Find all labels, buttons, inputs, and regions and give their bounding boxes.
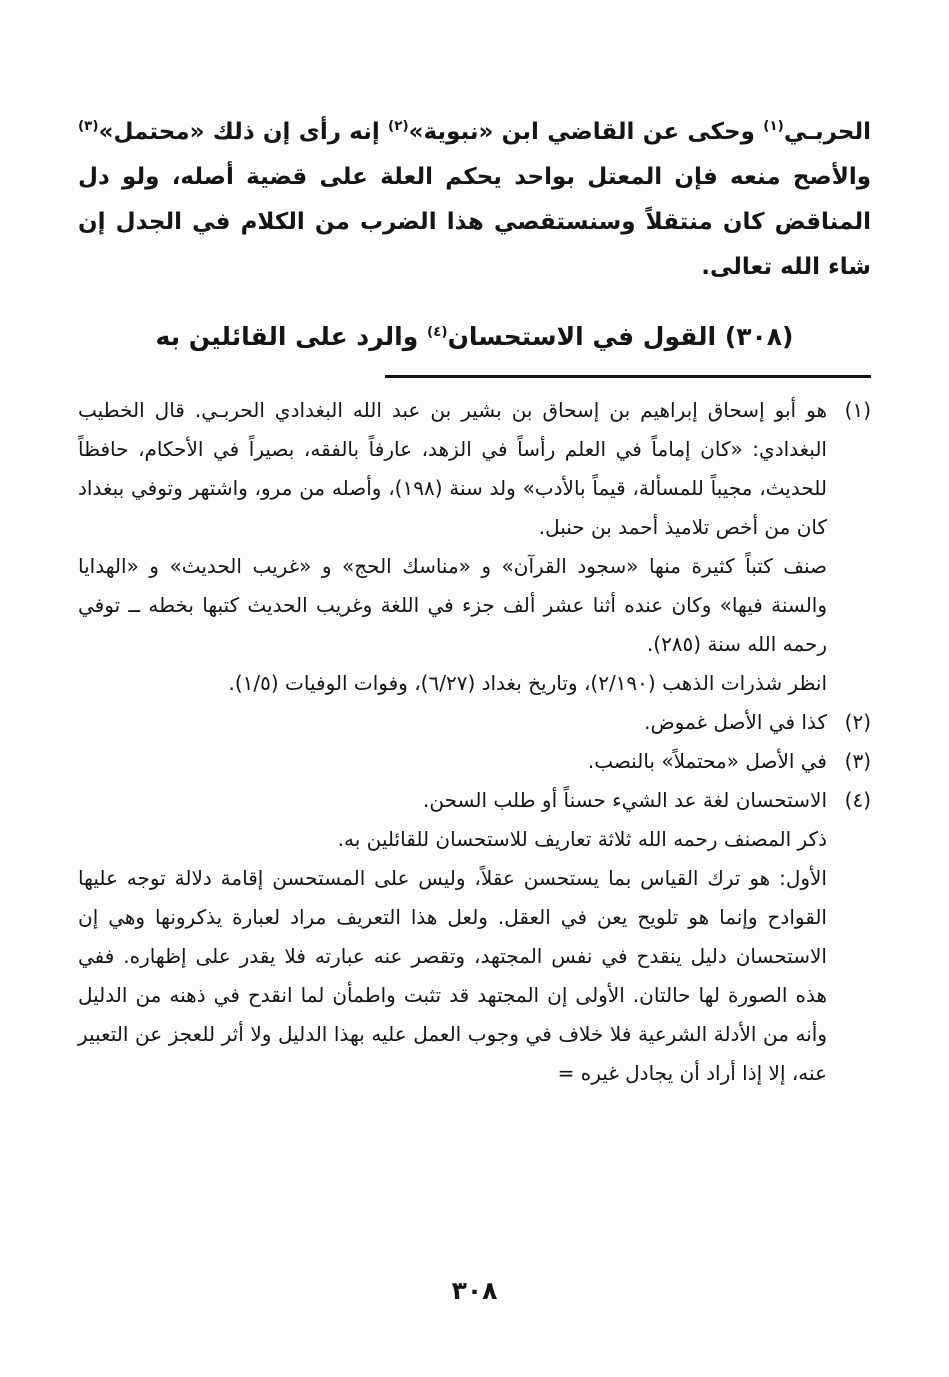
footnote-ref-3: (٣) xyxy=(78,118,99,134)
footnote-3 xyxy=(78,742,871,781)
footnote-1 xyxy=(78,391,871,703)
footnote-separator-rule xyxy=(385,375,871,378)
body-text: والأصح منعه فإن المعتل بواحد يحكم العلة على قضية أصله، ولو دل المناقض كان منتقلاً وسنستقصي هذا الضرب من الكلام في الجدل إن شاء الله تعالى. xyxy=(78,164,871,280)
footnote-4-number: (٤) xyxy=(844,788,871,812)
page-number: ٣٠٨ xyxy=(451,1276,498,1305)
heading-text: والرد على القائلين به xyxy=(155,322,427,351)
body-text: الحربـي xyxy=(783,119,871,145)
footnote-4-para-2: ذكر المصنف رحمه الله ثلاثة تعاريف للاستحسان للقائلين به. xyxy=(337,827,827,851)
body-paragraph xyxy=(78,104,871,290)
footnote-1-para-1: هو أبو إسحاق إبراهيم بن إسحاق بن بشير بن عبد الله البغدادي الحربـي. قال الخطيب البغدادي: «كان إماماً في العلم رأساً في الزهد، عارفاً بالفقه، بصيراً في الأحكام، حافظاً للحديث، مجيباً للمسألة، قيماً بالأدب» ولد سنة (١٩٨)، وأصله من مرو، واشتهر وتوفي ببغداد كان من أخص تلاميذ أحمد بن حنبل. xyxy=(78,398,827,539)
footnote-2 xyxy=(78,703,871,742)
footnote-3-number: (٣) xyxy=(844,749,871,773)
footnote-1-number: (١) xyxy=(844,398,871,422)
footnote-ref-2: (٢) xyxy=(388,118,409,134)
footnote-ref-1: (١) xyxy=(763,118,784,134)
body-text: إنه رأى إن ذلك «محتمل» xyxy=(98,119,389,145)
section-heading xyxy=(78,310,871,359)
footnote-4-para-3: الأول: هو ترك القياس بما يستحسن عقلاً، وليس على المستحسن إقامة دلالة توجه عليها القوادح وإنما هو تلويح يعن في العقل. ولعل هذا التعريف مراد لعبارة يذكرونها وهي إن الاستحسان دليل ينقدح في نفس المجتهد، وتقصر عنه عبارته فلا يقدر على إظهاره. ففي هذه الصورة لها حالتان. الأولى إن المجتهد قد تثبت واطمأن لما انقدح في ذهنه من الدليل وأنه من الأدلة الشرعية فلا خلاف في وجوب العمل عليه بهذا الدليل ولا أثر للعجز عن التعبير عنه، إلا إذا أراد أن يجادل غيره = xyxy=(78,866,827,1085)
footnote-4-para-1: الاستحسان لغة عد الشيء حسناً أو طلب السحن. xyxy=(423,788,827,812)
footnote-1-para-2: صنف كتباً كثيرة منها «سجود القرآن» و «مناسك الحج» و «غريب الحديث» و «الهدايا والسنة فيها» وكان عنده أثنا عشر ألف جزء في اللغة وغريب الحديث كتبها بخطه ــ توفي رحمه الله سنة (٢٨٥). xyxy=(78,554,827,656)
footnote-2-para-1: كذا في الأصل غموض. xyxy=(644,710,827,734)
footnote-ref-4: (٤) xyxy=(426,324,448,340)
footnote-2-number: (٢) xyxy=(844,710,871,734)
footnote-3-para-1: في الأصل «محتملاً» بالنصب. xyxy=(587,749,827,773)
footnote-4 xyxy=(78,781,871,1093)
body-text: وحكى عن القاضي ابن «نبوية» xyxy=(408,119,764,145)
footnote-1-para-3: انظر شذرات الذهب (٢/١٩٠)، وتاريخ بغداد (٦/٢٧)، وفوات الوفيات (١/٥). xyxy=(228,671,827,695)
heading-text: (٣٠٨) القول في الاستحسان xyxy=(447,322,794,351)
footnotes-section xyxy=(78,391,871,1093)
